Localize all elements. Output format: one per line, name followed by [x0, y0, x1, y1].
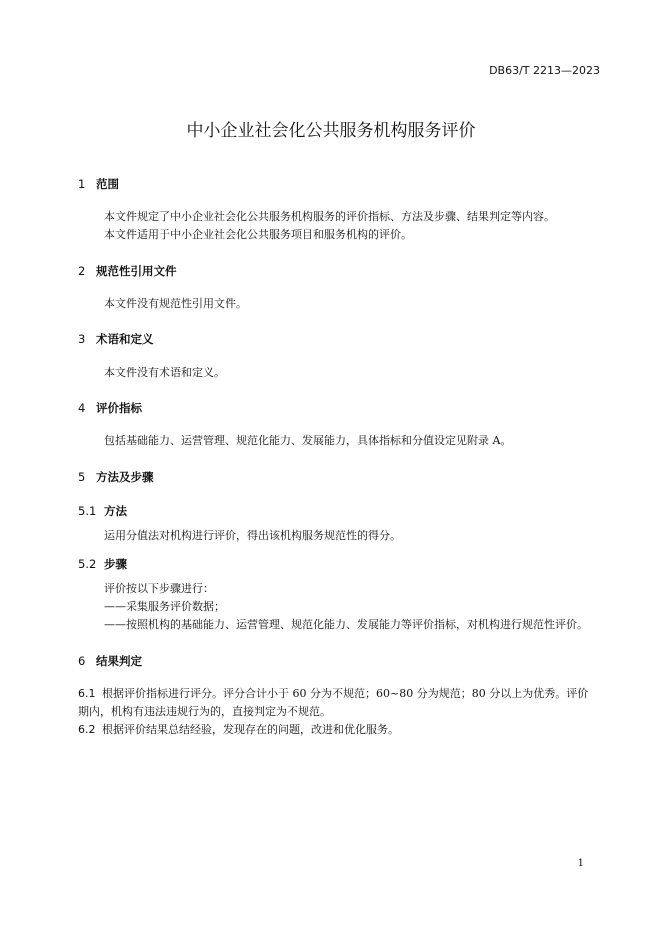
subsection-number: 5.2: [78, 557, 97, 571]
section-6-heading: [78, 653, 142, 669]
clause-text: 根据评价结果总结经验，发现存在的问题，改进和优化服务。: [102, 723, 399, 736]
section-title: 术语和定义: [96, 332, 154, 346]
section-5-2-paragraph-1: 评价按以下步骤进行：: [104, 582, 214, 595]
section-number: 1: [78, 177, 86, 191]
section-title: 方法及步骤: [96, 470, 154, 484]
section-5-2-list-item-2: ——按照机构的基础能力、运营管理、规范化能力、发展能力等评价指标，对机构进行规范性评价。: [104, 618, 588, 631]
section-2-paragraph-1: 本文件没有规范性引用文件。: [104, 297, 247, 310]
section-4-paragraph-1: 包括基础能力、运营管理、规范化能力、发展能力，具体指标和分值设定见附录 A。: [104, 434, 512, 447]
page-number: 1: [577, 858, 584, 869]
section-number: 5: [78, 470, 86, 484]
section-5-heading: [78, 469, 154, 485]
document-title: 中小企业社会化公共服务机构服务评价: [186, 121, 476, 141]
section-number: 3: [78, 332, 86, 346]
subsection-title: 方法: [104, 504, 127, 518]
section-2-heading: [78, 263, 177, 279]
section-3-heading: [78, 331, 154, 347]
section-5-1-heading: [78, 503, 127, 519]
section-4-heading: [78, 400, 142, 416]
subsection-title: 步骤: [104, 557, 127, 571]
section-1-heading: [78, 176, 119, 192]
section-number: 2: [78, 264, 86, 278]
clause-text: 根据评价指标进行评分。评分合计小于 60 分为不规范；60~80 分为规范；80 分以上为优秀。评价: [102, 687, 589, 700]
section-title: 结果判定: [96, 654, 142, 668]
section-5-2-list-item-1: ——采集服务评价数据；: [104, 600, 225, 613]
section-number: 6: [78, 654, 86, 668]
section-6-1-line-2: 期内，机构有违法违规行为的，直接判定为不规范。: [78, 705, 331, 718]
section-5-2-heading: [78, 556, 127, 572]
clause-number: 6.2: [78, 723, 96, 736]
section-1-paragraph-2: 本文件适用于中小企业社会化公共服务项目和服务机构的评价。: [104, 228, 412, 241]
subsection-number: 5.1: [78, 504, 97, 518]
section-title: 评价指标: [96, 401, 142, 415]
section-6-2: [78, 721, 399, 739]
section-1-paragraph-1: 本文件规定了中小企业社会化公共服务机构服务的评价指标、方法及步骤、结果判定等内容。: [104, 210, 555, 223]
section-number: 4: [78, 401, 86, 415]
section-3-paragraph-1: 本文件没有术语和定义。: [104, 366, 225, 379]
section-5-1-paragraph-1: 运用分值法对机构进行评价，得出该机构服务规范性的得分。: [104, 529, 401, 542]
section-title: 范围: [96, 177, 119, 191]
standard-code: DB63/T 2213—2023: [489, 64, 600, 77]
section-title: 规范性引用文件: [96, 264, 177, 278]
clause-number: 6.1: [78, 687, 96, 700]
section-6-1-line-1: [78, 685, 588, 703]
